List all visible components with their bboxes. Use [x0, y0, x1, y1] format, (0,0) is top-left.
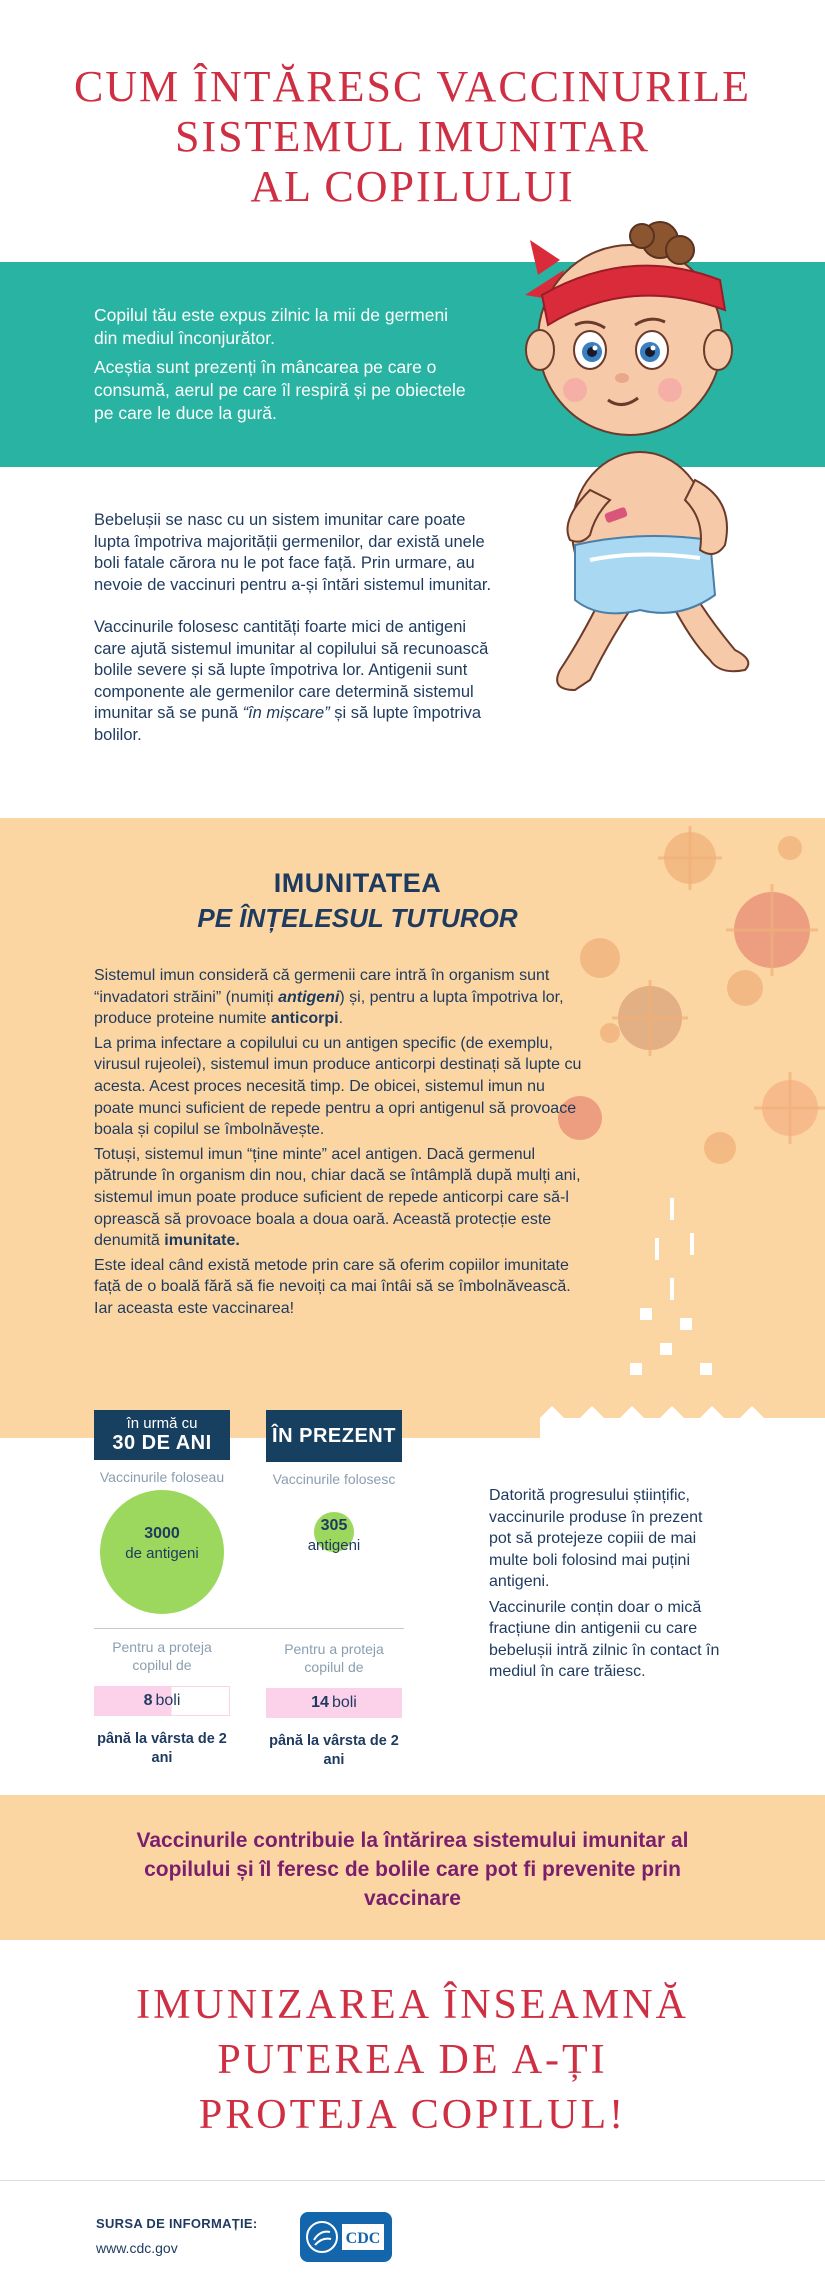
- past-disease-unit: boli: [155, 1692, 181, 1709]
- immunity-paragraph: La prima infectare a copilului cu un antigen specific (de exemplu, virusul rujeolei), sistemul imun produce anticorpi destinați să lupte cu acesta. Acest proces necesită timp. De obicei, sistemul imun nu poate munci suficient de repede pentru a opri antigenul să provoace boala și copilul se îmbolnăvește.: [94, 1034, 582, 1139]
- source-label: SURSA DE INFORMAȚIE:: [96, 2216, 258, 2231]
- text-span: Totuși, sistemul imun “ține minte” acel antigen. Dacă germenul pătrunde în organism din nou, chiar dacă se întâmplă după mulți ani, sistemul imun poate produce suficient de repede anticorpi care să-l oprească să provoace boala a doua oară. Această protecție este denumită: [94, 1145, 581, 1250]
- text-span: .: [338, 1010, 344, 1028]
- comparison-past: [94, 1410, 230, 1768]
- present-disease-unit: boli: [331, 1694, 357, 1711]
- page-title-line: SISTEMUL IMUNITAR: [175, 112, 650, 161]
- text-span: ) și, pentru a lupta împotriva lor, produce proteine numite: [94, 988, 564, 1028]
- page-title-line: AL COPILULUI: [250, 162, 575, 211]
- present-disease-count: 14: [311, 1694, 329, 1711]
- past-tag: [94, 1410, 230, 1460]
- immunity-heading: [0, 868, 825, 934]
- progress-paragraph: Datorită progresului științific, vaccinurile produse în prezent pot să protejeze copiii de mai multe boli folosind mai puțini antigeni.: [489, 1487, 703, 1590]
- closing-line: PROTEJA COPILUL!: [198, 2092, 627, 2138]
- footer-divider: [0, 2180, 825, 2181]
- text-span: și să lupte împotriva bolilor.: [94, 704, 481, 744]
- present-antigen-unit: antigeni: [307, 1537, 361, 1554]
- closing-slogan: [0, 1978, 825, 2143]
- past-antigen-number: 3000: [144, 1525, 180, 1542]
- immunity-paragraph: [94, 1144, 584, 1252]
- past-disease-bar: [94, 1686, 230, 1716]
- comparison-divider: [94, 1628, 404, 1629]
- explanation-paragraph: [94, 617, 494, 746]
- antibody-term: anticorpi: [271, 1010, 339, 1028]
- present-antigen-label: [266, 1516, 402, 1556]
- antigen-term: antigeni: [278, 988, 340, 1006]
- explanation-paragraph: Bebelușii se nasc cu un sistem imunitar care poate lupta împotriva majorității germenilor, dar există unele boli fatale cărora nu le pot face față. Prin urmare, au nevoie de vaccinuri pentru a-și întări sistemul imunitar.: [94, 511, 492, 594]
- immunity-heading-line: IMUNITATEA: [273, 868, 442, 898]
- present-age-label: până la vârsta de 2 ani: [269, 1733, 399, 1768]
- cdc-logo: [300, 2212, 392, 2262]
- baby-illustration: [520, 200, 790, 720]
- past-tag-small: în urmă cu: [126, 1415, 198, 1432]
- past-antigen-label: [94, 1524, 230, 1564]
- past-age-label: până la vârsta de 2 ani: [97, 1731, 227, 1766]
- past-used-label: Vaccinurile foloseau: [99, 1469, 225, 1485]
- comparison-present: [266, 1410, 402, 1770]
- intro-paragraph: Aceștia sunt prezenți în mâncarea pe care o consumă, aerul pe care îl respiră și pe obiectele pe care le duce la gură.: [94, 357, 466, 423]
- immunity-paragraph: Este ideal când există metode prin care să oferim copiilor imunitate față de o boală fără să fie nevoiți ca mai întâi să se îmbolnăvească. Iar aceasta este vaccinarea!: [94, 1256, 571, 1317]
- emphasis-text: “în mișcare”: [242, 704, 330, 722]
- present-antigen-circle-wrap: [266, 1488, 402, 1628]
- text-span: Sistemul imun consideră că germenii care intră în organism sunt “invadatori străini” (numiți: [94, 967, 550, 1006]
- present-tag: [266, 1410, 402, 1462]
- cdc-logo-text: CDC: [345, 2230, 381, 2247]
- present-used-label: Vaccinurile folosesc: [272, 1471, 396, 1487]
- closing-line: PUTEREA DE A-ȚI: [217, 2037, 608, 2083]
- past-tag-big: 30 DE ANI: [112, 1432, 212, 1454]
- past-disease-count: 8: [143, 1692, 153, 1709]
- past-antigen-unit: de antigeni: [125, 1545, 199, 1562]
- present-antigen-number: 305: [320, 1517, 348, 1534]
- immunity-text: [94, 965, 584, 1323]
- page-title: [0, 62, 825, 212]
- intro-paragraph: Copilul tău este expus zilnic la mii de germeni din mediul înconjurător.: [94, 305, 449, 348]
- page-title-line: CUM ÎNTĂRESC VACCINURILE: [73, 62, 752, 111]
- immunity-heading-subline: PE ÎNȚELESUL TUTUROR: [197, 903, 518, 933]
- progress-paragraph: Vaccinurile conțin doar o mică fracțiune din antigenii cu care bebelușii intră zilnic în contact în mediul în care trăiesc.: [489, 1598, 720, 1680]
- closing-line: IMUNIZAREA ÎNSEAMNĂ: [136, 1982, 689, 2028]
- present-tag-big: ÎN PREZENT: [272, 1425, 396, 1447]
- source-link[interactable]: www.cdc.gov: [96, 2240, 178, 2256]
- intro-text: [94, 304, 474, 431]
- progress-text: [489, 1485, 729, 1687]
- immunity-term: imunitate.: [164, 1232, 240, 1250]
- present-disease-bar: [266, 1688, 402, 1718]
- present-protect-label: Pentru a proteja copilul de: [284, 1641, 384, 1675]
- text-span: Vaccinurile folosesc cantități foarte mici de antigeni care ajută sistemul imunitar al copilului să recunoască bolile severe și să lupte împotriva lor. Antigenii sunt componente ale germenilor care determină sistemul imunitar să se pună: [94, 618, 489, 722]
- past-protect-label: Pentru a proteja copilul de: [112, 1639, 212, 1673]
- explanation-text: [94, 510, 494, 767]
- immunity-paragraph: [94, 965, 584, 1030]
- key-message-text: Vaccinurile contribuie la întărirea sistemului imunitar al copilului și îl feresc de bolile care pot fi prevenite prin vaccinare: [136, 1829, 689, 1910]
- past-antigen-circle-wrap: [94, 1486, 230, 1626]
